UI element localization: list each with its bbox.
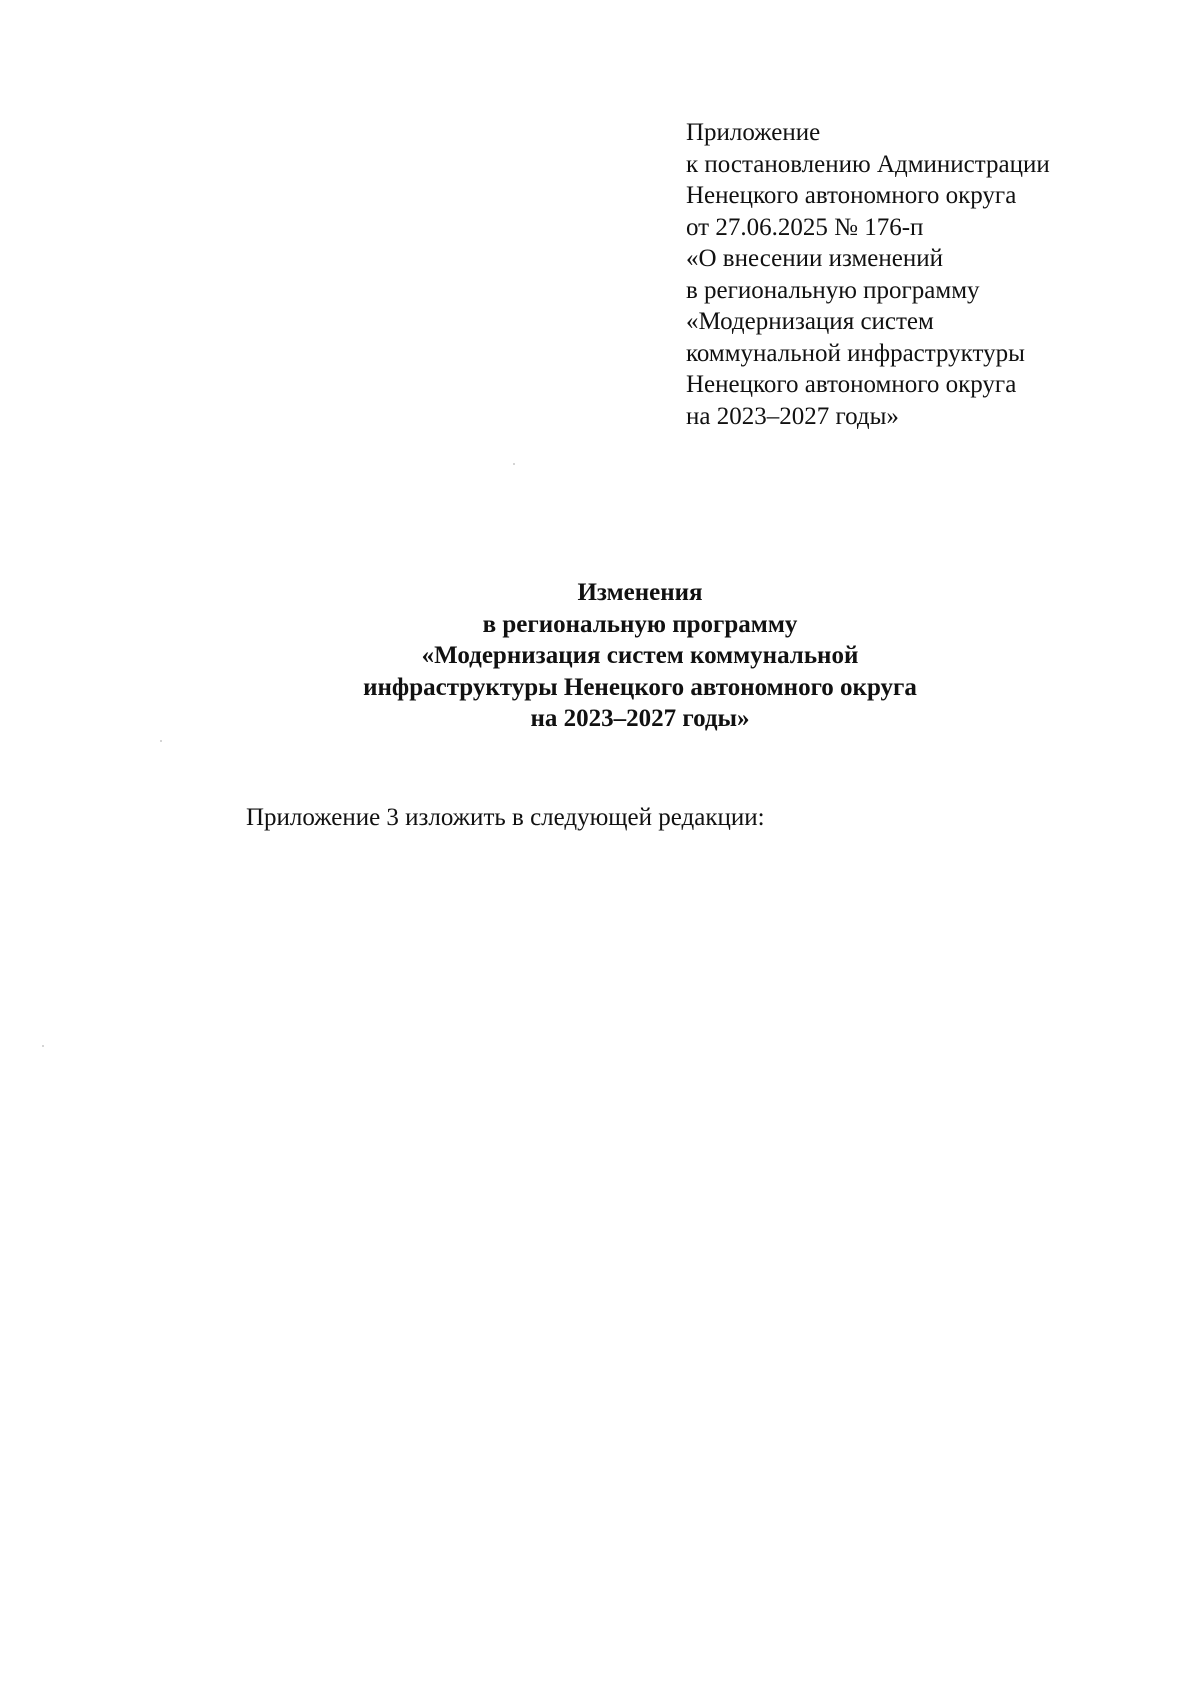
appendix-line-program: в региональную программу <box>686 276 980 304</box>
title-line-program-name: «Модернизация систем коммунальной <box>421 642 859 669</box>
title-line-years: на 2023–2027 годы» <box>530 705 750 732</box>
appendix-label: Приложение <box>686 119 821 146</box>
scan-speck <box>513 463 515 465</box>
title-line-program: в региональную программу <box>482 610 798 638</box>
appendix-header <box>686 117 1126 432</box>
document-title <box>200 577 1080 735</box>
title-line-changes: Изменения <box>577 579 703 606</box>
body-paragraph: Приложение 3 изложить в следующей редакции: <box>246 804 765 831</box>
appendix-line-years: на 2023–2027 годы» <box>686 402 899 430</box>
scan-speck <box>160 740 162 742</box>
title-line-infrastructure: инфраструктуры Ненецкого автономного округа <box>363 673 917 701</box>
scan-speck <box>42 1045 44 1047</box>
appendix-line-program-name: «Модернизация систем <box>686 308 934 335</box>
appendix-line-infrastructure: коммунальной инфраструктуры <box>686 339 1025 367</box>
appendix-line-region: Ненецкого автономного округа <box>686 182 1017 209</box>
appendix-line-subject: «О внесении изменений <box>686 245 944 272</box>
appendix-line-date-number: от 27.06.2025 № 176-п <box>686 213 924 241</box>
appendix-line-resolution: к постановлению Администрации <box>686 150 1050 178</box>
appendix-line-region-2: Ненецкого автономного округа <box>686 371 1017 398</box>
